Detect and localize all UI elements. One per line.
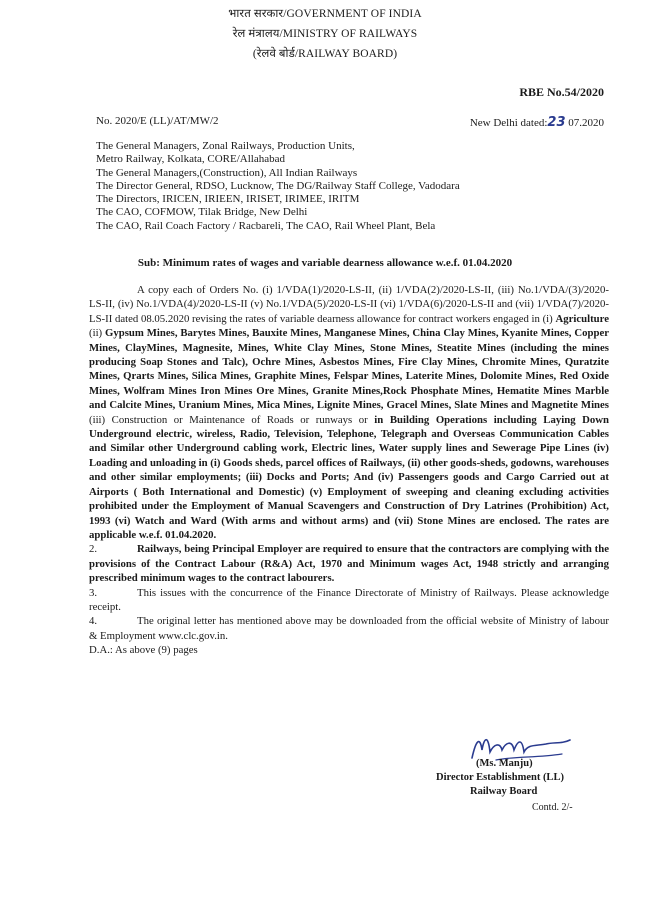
para3-text: This issues with the concurrence of the Finance Directorate of Ministry of Railways. Please acknowledge receipt.	[89, 586, 609, 613]
para2-number: 2.	[89, 543, 98, 556]
para1-roads: (iii) Construction or Maintenance of Roads or runways or	[89, 413, 375, 426]
para2-text: Railways, being Principal Employer are required to ensure that the contractors are complying with the provisions of the Contract Labour (R&A) Act, 1970 and Minimum wages Act, 1948 strictly and arranging prescribed minimum wages to the contract labourers.	[89, 543, 609, 585]
signatory-name: (Ms. Manju)	[476, 758, 533, 769]
date-rest: 07.2020	[565, 117, 604, 129]
signatory-organisation: Railway Board	[470, 786, 538, 797]
enclosure-note: D.A.: As above (9) pages	[89, 644, 198, 657]
date-line	[470, 115, 604, 130]
paragraph-1	[89, 283, 609, 542]
para1-building-operations: in Building Operations including Laying Down Underground electric, wireless, Radio, Television, Telephone, Telegraph and Overseas Communication Cables and Similar other Underground cabling work, Electric lines, Water supply lines and Sewerage Pipe Lines (iv) Loading and unloading in (i) Goods sheds, parcel offices of Railways, (ii) other goods-sheds, godowns, warehouses and other similar employments; (iii) Docks and Ports; And (iv) Passengers goods and Cargo Carried out at Airports ( Both International and Domestic) (v) Employment of sweeping and cleaning excluding activities prohibited under the Employment of Manual Scavengers and Construction of Dry Latrines (Prohibition) Act, 1993 (vi) Watch and Ward (With arms and without arms) and (vii) Stone Mines are enclosed. The rates are applicable w.e.f. 01.04.2020.	[89, 413, 610, 541]
header-government: भारत सरकार/GOVERNMENT OF INDIA	[228, 8, 422, 20]
addressee-line: The General Managers,(Construction), All Indian Railways	[96, 166, 358, 179]
para4-number: 4.	[89, 615, 98, 628]
paragraph-3	[89, 586, 609, 615]
para1-mines-lead: (ii)	[89, 327, 106, 340]
signatory-designation: Director Establishment (LL)	[436, 772, 564, 783]
file-number: No. 2020/E (LL)/AT/MW/2	[96, 115, 219, 127]
addressee-line: The CAO, Rail Coach Factory / Racbareli, The CAO, Rail Wheel Plant, Bela	[96, 219, 436, 232]
addressee-line: The Director General, RDSO, Lucknow, The DG/Railway Staff College, Vadodara	[96, 179, 460, 192]
para1-agriculture: Agriculture	[555, 312, 609, 325]
para1-mines-list: Gypsum Mines, Barytes Mines, Bauxite Mines, Manganese Mines, China Clay Mines, Kyanite Mines, Copper Mines, ClayMines, Magnesite, Mines, White Clay Mines, Stone Mines, Steatite Mines (including the mines producing Soap Stones and Talc), Ochre Mines, Asbestos Mines, Fire Clay Mines, Chromite Mines, Quratzite Mines, Qrarts Mines, Silica Mines, Graphite Mines, Felspar Mines, Laterite Mines, Dolomite Mines, Red Oxide Mines, Wolfram Mines Iron Mines Ore Mines, Granite Mines,Rock Phosphate Mines, Hematite Mines Marble and Calcite Mines, Uranium Mines, Mica Mines, Lignite Mines, Gracel Mines, Slate Mines and Magnetite Mines	[89, 327, 609, 412]
header-ministry: रेल मंत्रालय/MINISTRY OF RAILWAYS	[232, 28, 418, 40]
addressee-line: The CAO, COFMOW, Tilak Bridge, New Delhi	[96, 206, 308, 219]
para3-number: 3.	[89, 586, 98, 599]
para4-text: The original letter has mentioned above may be downloaded from the official website of Ministry of labour & Employment www.clc.gov.in.	[89, 615, 609, 642]
rbe-number: RBE No.54/2020	[519, 85, 604, 99]
date-day-handwritten: 23	[547, 115, 566, 130]
addressee-list	[96, 140, 460, 233]
subject-line: Sub: Minimum rates of wages and variable dearness allowance w.e.f. 01.04.2020	[137, 257, 513, 269]
continued-note: Contd. 2/-	[532, 802, 573, 813]
addressee-line: The Directors, IRICEN, IRIEEN, IRISET, IRIMEE, IRITM	[96, 193, 360, 206]
header-board: (रेलवे बोर्ड/RAILWAY BOARD)	[252, 48, 398, 60]
date-label: New Delhi dated:	[469, 117, 548, 129]
paragraph-2	[89, 542, 609, 585]
letter-body	[89, 283, 609, 658]
addressee-line: The General Managers, Zonal Railways, Production Units,	[96, 140, 355, 152]
para1-intro: A copy each of Orders No. (i) 1/VDA(1)/2020-LS-II, (ii) 1/VDA(2)/2020-LS-II, (iii) No.1/VDA/(3)/2020-LS-II, (iv) No.1/VDA(4)/2020-LS-II (v) No.1/VDA(5)/2020-LS-II (vi) 1/VDA(6)/2020-LS-II and (vii) 1/VDA(7)/2020-LS-II dated 08.05.2020 revising the rates of variable dearness allowance for contract workers engaged in (i)	[89, 284, 609, 325]
paragraph-4	[89, 614, 609, 643]
addressee-line: Metro Railway, Kolkata, CORE/Allahabad	[96, 153, 285, 166]
